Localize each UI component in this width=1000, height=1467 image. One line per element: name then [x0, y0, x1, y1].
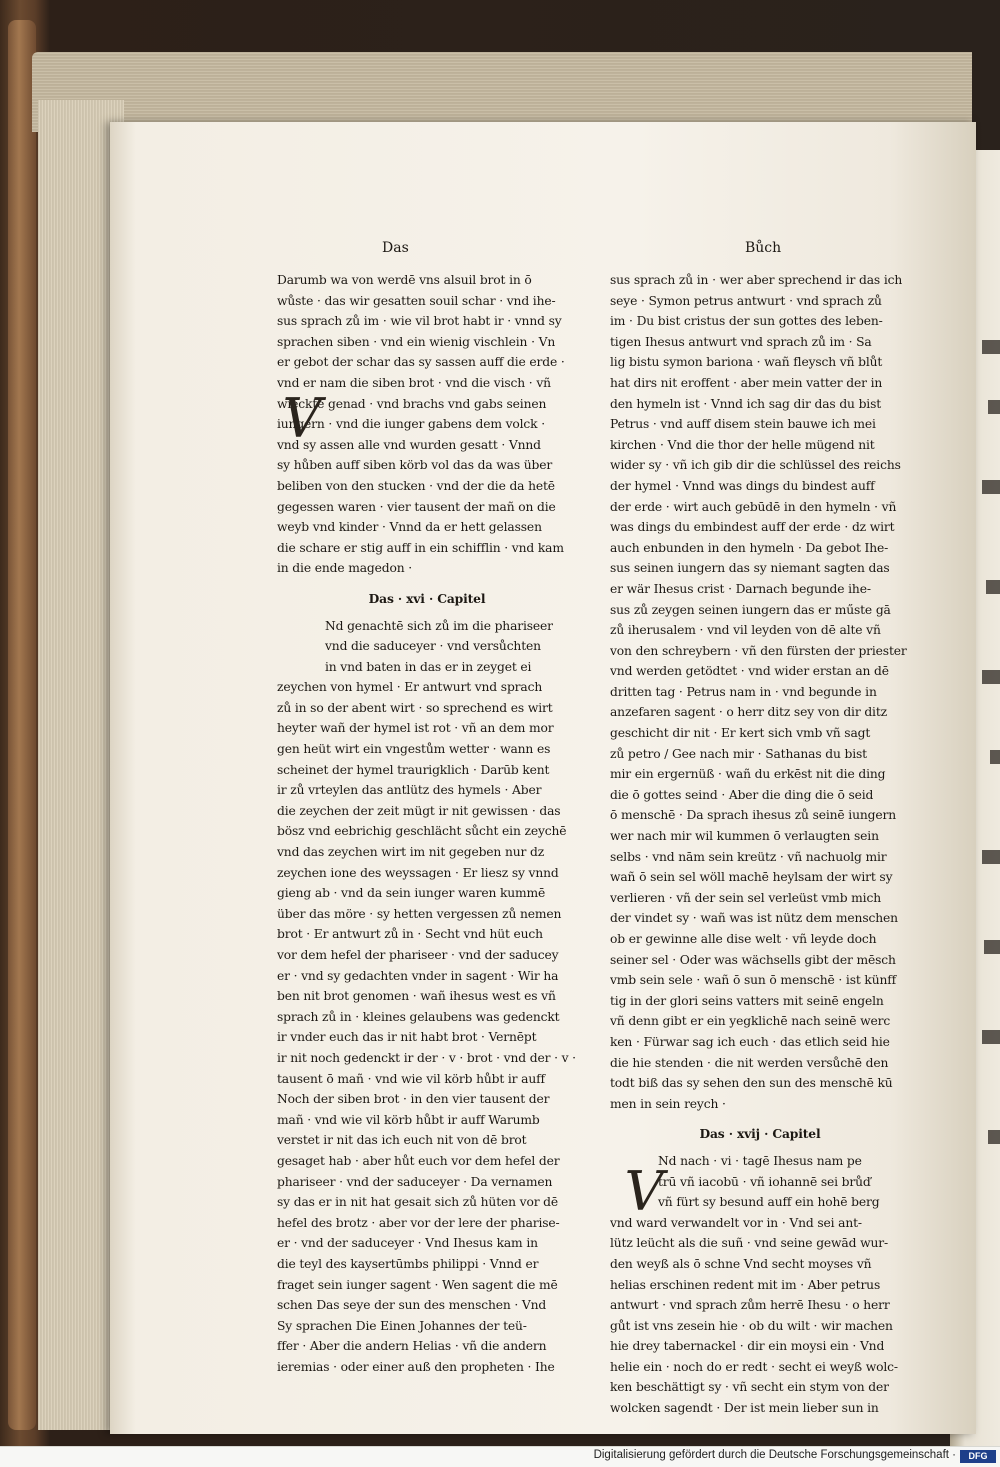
text-line: er wär Ihesus crist · Darnach begunde ihe-: [610, 581, 871, 596]
running-head-left: Das: [382, 240, 409, 256]
text-line: zů petro / Gee nach mir · Sathanas du bist: [610, 746, 867, 761]
text-line: die teyl des kaysertūmbs philippi · Vnnd er: [277, 1256, 539, 1271]
text-line: sprachen siben · vnd ein wienig vischlein · Vn: [277, 334, 556, 349]
funding-credit: Digitalisierung gefördert durch die Deutsche Forschungsgemeinschaft ·: [593, 1449, 956, 1461]
text-line: wer nach mir wil kummen ō verlaugten sein: [610, 829, 879, 844]
text-line: wolcken sagendt · Der ist mein lieber sun in: [610, 1401, 879, 1416]
text-line: lütz leücht als die suñ · vnd seine gewād wur-: [610, 1236, 888, 1251]
decorated-initial-16: V: [282, 387, 322, 450]
text-line: vor dem hefel der phariseer · vnd der saducey: [277, 948, 559, 962]
text-line: zů in so der abent wirt · so sprechend es wirt: [277, 700, 553, 715]
text-line: selbs · vnd nām sein kreütz · vñ nachuolg mir: [610, 849, 887, 864]
text-line: vnd das zeychen wirt im nit gegeben nur dz: [277, 845, 545, 860]
text-line: die ō gottes seind · Aber die ding die ō seid: [610, 787, 874, 802]
text-line: vnd ward verwandelt vor in · Vnd sei ant-: [610, 1215, 862, 1230]
text-line: ir zů vrteylen das antlütz des hymels · Aber: [277, 783, 542, 798]
text-line: der hymel · Vnnd was dings du bindest auff: [610, 478, 875, 493]
text-line: antwurt · vnd sprach zům herrē Ihesu · o herr: [610, 1298, 890, 1313]
text-line: vñ denn gibt er ein yegklichē nach seinē werc: [610, 1014, 891, 1029]
text-line: phariseer · vnd der saduceyer · Da vernamen: [277, 1174, 553, 1189]
text-line: scheinet der hymel traurigklich · Darūb kent: [277, 762, 550, 777]
text-line: ben nit brot genomen · wañ ihesus west es vñ: [277, 989, 556, 1004]
text-line: dritten tag · Petrus nam in · vnd begunde in: [610, 684, 877, 699]
text-line: beliben von den stucken · vnd der die da hetē: [277, 478, 555, 493]
text-line: mañ · vnd wie vil körb hůbt ir auff Warumb: [277, 1112, 540, 1127]
text-line: gesaget hab · aber hůt euch vor dem hefel der: [277, 1153, 560, 1168]
text-line: heyter wañ der hymel ist rot · vñ an dem mor: [277, 721, 554, 736]
text-line: gegessen waren · vier tausent der mañ on die: [277, 499, 556, 514]
text-line: ō menschē · Da sprach ihesus zů seinē iungern: [610, 808, 896, 823]
text-line: auch enbunden in den hymeln · Da gebot Ihe-: [610, 540, 889, 555]
text-line: die hie stenden · die nit werden versůchē den: [610, 1055, 889, 1070]
text-line: helias erschinen redent mit im · Aber petrus: [610, 1277, 881, 1292]
text-line: weyb vnd kinder · Vnnd da er hett gelassen: [277, 520, 542, 535]
text-line: vnd er nam die siben brot · vnd die visch · vñ: [277, 375, 551, 390]
text-line: wieckte genad · vnd brachs vnd gabs seinen: [277, 396, 547, 411]
text-line: gieng ab · vnd da sein iunger waren kummē: [277, 886, 546, 901]
text-line: die zeychen der zeit mügt ir nit gewissen · das: [277, 803, 561, 818]
text-line: ken beschättigt sy · vñ secht ein stym von der: [610, 1380, 889, 1395]
footer-bar: [0, 1446, 1000, 1467]
text-line: in vnd baten in das er in zeyget ei: [325, 659, 532, 674]
text-line: brot · Er antwurt zů in · Secht vnd hüt euch: [277, 927, 543, 942]
text-line: der erde · wirt auch gebūdē in den hymeln · vñ: [610, 499, 897, 514]
text-line: tig in der glori seins vatters mit seinē engeln: [610, 993, 884, 1008]
text-line: der vindet sy · wañ was ist nütz dem menschen: [610, 911, 898, 926]
text-line: Darumb wa von werdē vns alsuil brot in ō: [277, 273, 532, 287]
text-line: sy hůben auff siben körb vol das da was über: [277, 458, 553, 473]
text-line: sprach zů in · kleines gelaubens was gedenckt: [277, 1009, 560, 1024]
text-line: mir ein ergernüß · wañ du erkēst nit die ding: [610, 767, 886, 782]
text-line: er · vnd sy gedachten vnder in sagent · Wir ha: [277, 968, 559, 983]
text-line: Sy sprachen Die Einen Johannes der teü-: [277, 1318, 527, 1333]
text-line: vnd die saduceyer · vnd versůchten: [325, 639, 541, 654]
text-line: den hymeln ist · Vnnd ich sag dir das du bist: [610, 396, 882, 411]
text-line: sus sprach zů in · wer aber sprechend ir das ich: [610, 273, 903, 287]
chapter-heading-16: Das · xvi · Capitel: [368, 590, 486, 606]
text-line: er gebot der schar das sy sassen auff die erde ·: [277, 355, 565, 370]
text-line: tausent ō mañ · vnd wie vil körb hůbt ir auff: [277, 1071, 545, 1086]
text-line: schen Das seye der sun des menschen · Vnd: [277, 1298, 547, 1313]
text-line: Noch der siben brot · in den vier tausent der: [277, 1092, 550, 1107]
text-line: verstet ir nit das ich euch nit von dē brot: [277, 1133, 527, 1148]
text-line: sus seinen iungern das sy niemant sagten das: [610, 561, 890, 576]
text-line: Nd genachtē sich zů im die phariseer: [325, 618, 553, 633]
text-line: hefel des brotz · aber vor der lere der pharise-: [277, 1215, 560, 1230]
text-line: er · vnd der saduceyer · Vnd Ihesus kam in: [277, 1236, 538, 1251]
text-line: ieremias · oder einer auß den propheten · Ihe: [277, 1359, 555, 1374]
text-line: zů iherusalem · vnd vil leyden von dē alte vñ: [610, 623, 881, 638]
dfg-logo: DFG: [960, 1450, 996, 1463]
text-line: wañ ō sein sel wöll machē heylsam der wirt sy: [610, 870, 893, 885]
right-text-column: [610, 270, 910, 1419]
decorated-initial-17: V: [624, 1160, 664, 1223]
text-line: ken · Fürwar sag ich euch · das etlich seid hie: [610, 1034, 890, 1049]
text-line: gen heüt wirt ein vngestům wetter · wann es: [277, 742, 551, 757]
text-line: seiner sel · Oder was wächsells gibt der mēsch: [610, 952, 896, 967]
text-line: verlieren · vñ der sein sel verleüst vmb mich: [610, 890, 881, 905]
text-line: vñ fürt sy besund auff ein hohē berg: [658, 1195, 880, 1210]
text-line: zeychen ione des weyssagen · Er liesz sy vnnd: [277, 865, 559, 880]
page-edges-top: [32, 52, 972, 132]
text-line: den weyß als ō schne Vnd secht moyses vñ: [610, 1256, 872, 1271]
text-line: was dings du embindest auff der erde · dz wirt: [610, 520, 895, 535]
text-line: ob er gewinne alle dise welt · vñ leyde doch: [610, 932, 877, 946]
text-line: in die ende magedon ·: [277, 561, 413, 576]
text-line: todt biß das sy sehen den sun des menschē kū: [610, 1076, 893, 1091]
text-line: ir nit noch gedenckt ir der · v · brot · vnd der · v ·: [277, 1050, 576, 1065]
running-head-right: Bůch: [745, 240, 782, 256]
text-line: anzefaren sagent · o herr ditz sey von dir ditz: [610, 705, 887, 720]
text-line: im · Du bist cristus der sun gottes des leben-: [610, 314, 883, 329]
text-line: men in sein reych ·: [610, 1096, 726, 1111]
text-line: trū vñ iacobū · vñ iohannē sei brůď: [658, 1174, 871, 1189]
text-line: ffer · Aber die andern Helias · vñ die andern: [277, 1339, 547, 1354]
text-line: kirchen · Vnd die thor der helle mügend nit: [610, 437, 875, 452]
text-line: wůste · das wir gesatten souil schar · vnd ihe-: [277, 293, 556, 308]
text-line: über das möre · sy hetten vergessen zů nemen: [277, 906, 562, 921]
text-line: lig bistu symon bariona · wañ fleysch vñ blůt: [610, 355, 883, 370]
text-line: sy das er in nit hat gesait sich zů hüten vor dē: [277, 1195, 559, 1210]
text-line: iungern · vnd die iunger gabens dem volck ·: [277, 417, 545, 432]
text-line: vnd werden getödtet · vnd wider erstan an dē: [610, 664, 889, 679]
text-line: sus zů zeygen seinen iungern das er műste gā: [610, 602, 891, 617]
text-line: Nd nach · vi · tagē Ihesus nam pe: [658, 1153, 862, 1168]
text-line: hat dirs nit eroffent · aber mein vatter der in: [610, 375, 883, 390]
text-line: bösz vnd eebrichig geschlächt sůcht ein zeychē: [277, 824, 567, 839]
text-line: seye · Symon petrus antwurt · vnd sprach zů: [610, 293, 882, 308]
text-line: Petrus · vnd auff disem stein bauwe ich mei: [610, 417, 876, 432]
text-line: geschicht dir nit · Er kert sich vmb vñ sagt: [610, 726, 871, 741]
text-line: gůt ist vns zesein hie · ob du wilt · wir machen: [610, 1318, 893, 1333]
text-line: ir vnder euch das ir nit habt brot · Vernēpt: [277, 1030, 537, 1045]
text-line: sus sprach zů im · wie vil brot habt ir · vnnd sy: [277, 314, 562, 329]
text-line: wider sy · vñ ich gib dir die schlüssel des reichs: [610, 458, 901, 473]
text-line: von den schreybern · vñ den fürsten der priester: [610, 643, 907, 658]
text-line: hie drey tabernackel · dir ein moysi ein · Vnd: [610, 1339, 885, 1354]
book-spine: [8, 20, 36, 1430]
text-line: fraget sein iunger sagent · Wen sagent die mē: [277, 1277, 558, 1292]
text-line: die schare er stig auff in ein schifflin · vnd kam: [277, 540, 564, 555]
text-line: vnd sy assen alle vnd wurden gesatt · Vnnd: [277, 437, 541, 452]
text-line: tigen Ihesus antwurt vnd sprach zů im · Sa: [610, 334, 872, 349]
text-line: zeychen von hymel · Er antwurt vnd sprach: [277, 680, 543, 695]
text-line: helie ein · noch do er redt · secht ei weyß wolc-: [610, 1359, 898, 1374]
chapter-heading-17: Das · xvij · Capitel: [699, 1126, 821, 1142]
text-line: vmb sein sele · wañ ō sun ō menschē · ist künff: [610, 973, 897, 988]
